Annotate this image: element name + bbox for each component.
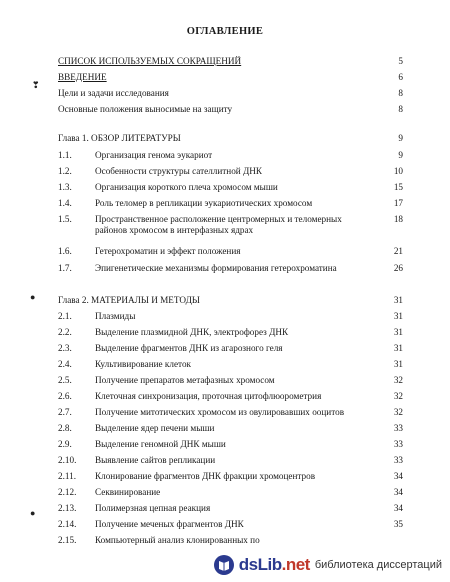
toc-entry-text: Компьютерный анализ клонированных по [95, 535, 260, 545]
scan-mark: ● [30, 292, 36, 302]
toc-entry-page: 8 [398, 104, 403, 114]
toc-entry-text: Получение митотических хромосом из овулировавших ооцитов [95, 407, 345, 417]
book-icon [213, 554, 235, 576]
toc-entry-number: 1.7. [58, 263, 72, 273]
scan-mark: ❣ [32, 80, 40, 90]
toc-entry-page: 26 [393, 263, 403, 273]
chapter-heading-text: Глава 2. МАТЕРИАЛЫ И МЕТОДЫ [58, 295, 200, 305]
toc-entry-text: Выделение фрагментов ДНК из агарозного геля [95, 343, 283, 353]
toc-entry-text: ВВЕДЕНИЕ [58, 72, 107, 82]
toc-entry-number: 2.6. [58, 391, 72, 401]
toc-entry-page: 21 [393, 246, 403, 256]
toc-entry-page: 31 [393, 343, 403, 353]
toc-entry-page: 33 [393, 455, 403, 465]
toc-entry-page: 33 [393, 439, 403, 449]
toc-entry-number: 2.7. [58, 407, 72, 417]
toc-entry-text: Плазмиды [95, 311, 136, 321]
toc-entry-page: 31 [393, 359, 403, 369]
watermark-subtitle: библиотека диссертаций [314, 559, 442, 571]
chapter-heading-page: 31 [393, 295, 403, 305]
toc-entry-page: 31 [393, 311, 403, 321]
toc-entry-text: Клеточная синхронизация, проточная цитофлюорометрия [95, 391, 322, 401]
toc-entry-page: 33 [393, 423, 403, 433]
toc-entry-text: Получение меченых фрагментов ДНК [95, 519, 244, 529]
toc-title: ОГЛАВЛЕНИЕ [186, 26, 264, 37]
toc-entry-page: 34 [393, 503, 403, 513]
toc-entry-number: 2.13. [58, 503, 77, 513]
toc-entry-number: 2.11. [58, 471, 77, 481]
toc-entry-number: 2.1. [58, 311, 72, 321]
toc-entry-number: 2.5. [58, 375, 72, 385]
toc-entry-text: Выделение ядер печени мыши [95, 423, 215, 433]
toc-entry-page: 32 [393, 407, 403, 417]
toc-entry-page: 10 [393, 166, 403, 176]
toc-entry-number: 1.4. [58, 198, 72, 208]
toc-entry-text: Пространственное расположение центромерных и теломерных районов хромосом в интерфазных ядрах [95, 214, 342, 235]
toc-entry-number: 2.9. [58, 439, 72, 449]
toc-entry-number: 1.5. [58, 214, 72, 224]
toc-entry-text: Эпигенетические механизмы формирования гетерохроматина [95, 263, 337, 273]
toc-entry-number: 2.2. [58, 327, 72, 337]
toc-entry-text: Выделение плазмидной ДНК, электрофорез ДНК [95, 327, 289, 337]
watermark[interactable] [209, 552, 446, 578]
toc-entry-page: 6 [398, 72, 403, 82]
toc-entry-page: 31 [393, 327, 403, 337]
toc-entry-text: Получение препаратов метафазных хромосом [95, 375, 275, 385]
watermark-logo: dsLib.net [238, 555, 310, 574]
toc-entry-number: 1.6. [58, 246, 72, 256]
toc-entry-number: 1.2. [58, 166, 72, 176]
toc-entry-page: 17 [393, 198, 403, 208]
toc-entry-text: Роль теломер в репликации эукариотических хромосом [95, 198, 313, 208]
chapter-heading-page: 9 [398, 133, 403, 143]
toc-entry-text: Организация короткого плеча хромосом мыши [95, 182, 278, 192]
toc-entry-number: 1.1. [58, 150, 72, 160]
toc-entry-text: СПИСОК ИСПОЛЬЗУЕМЫХ СОКРАЩЕНИЙ [58, 56, 242, 66]
toc-entry-text: Полимерзная цепная реакция [95, 503, 211, 513]
toc-entry-page: 34 [393, 487, 403, 497]
toc-entry-number: 2.3. [58, 343, 72, 353]
toc-entry-number: 2.10. [58, 455, 77, 465]
toc-entry-text: Основные положения выносимые на защиту [58, 104, 233, 114]
toc-entry-number: 2.8. [58, 423, 72, 433]
toc-entry-page: 9 [398, 150, 403, 160]
toc-entry-number: 2.12. [58, 487, 77, 497]
toc-entry-page: 32 [393, 375, 403, 385]
toc-entry-text: Выявление сайтов репликации [95, 455, 216, 465]
toc-entry-page: 5 [398, 56, 403, 66]
toc-entry-page: 8 [398, 88, 403, 98]
toc-entry-text: Секвинирование [95, 487, 161, 497]
chapter-heading-text: Глава 1. ОБЗОР ЛИТЕРАТУРЫ [58, 133, 181, 143]
toc-entry-page: 35 [393, 519, 403, 529]
toc-entry-text: Особенности структуры сателлитной ДНК [95, 166, 263, 176]
toc-entry-text: Выделение геномной ДНК мыши [95, 439, 226, 449]
toc-entry-number: 2.14. [58, 519, 77, 529]
toc-entry-number: 1.3. [58, 182, 72, 192]
toc-entry-text: Культивирование клеток [95, 359, 192, 369]
toc-entry-page: 32 [393, 391, 403, 401]
toc-entry-text: Организация генома эукариот [95, 150, 213, 160]
toc-entry-text: Клонирование фрагментов ДНК фракции хромоцентров [95, 471, 316, 481]
toc-entry-page: 15 [393, 182, 403, 192]
toc-entry-page: 34 [393, 471, 403, 481]
toc-entry-text: Гетерохроматин и эффект положения [95, 246, 241, 256]
toc-entry-number: 2.4. [58, 359, 72, 369]
toc-entry-page: 18 [393, 214, 403, 224]
toc-entry-number: 2.15. [58, 535, 77, 545]
scan-mark: ● [30, 508, 36, 518]
toc-entry-text: Цели и задачи исследования [58, 88, 169, 98]
